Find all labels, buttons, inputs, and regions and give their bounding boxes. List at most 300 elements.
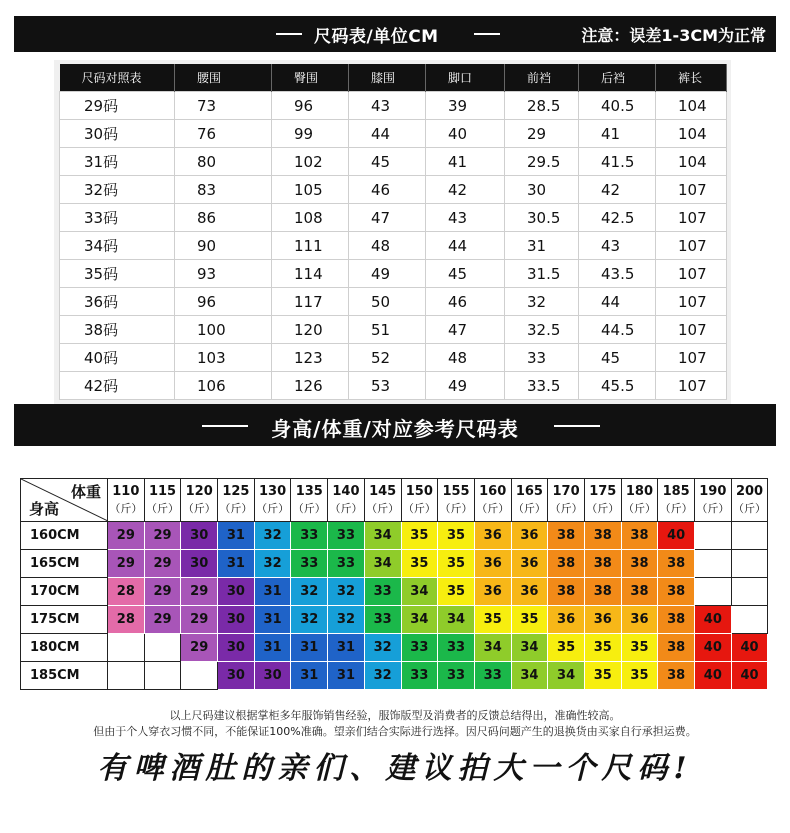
height-label-cell: 175CM: [21, 606, 108, 634]
size-value-cell: 108: [272, 204, 349, 232]
size-cell: 35: [438, 550, 475, 578]
size-label-cell: 40码: [60, 344, 175, 372]
size-table-row: [60, 204, 727, 232]
size-value-cell: 107: [656, 260, 727, 288]
size-value-cell: 53: [349, 372, 426, 400]
weight-header-cell: [144, 479, 181, 522]
weight-value: 160: [479, 484, 507, 499]
weight-value: 110: [112, 484, 140, 499]
weight-unit: （斤）: [659, 502, 693, 515]
height-weight-size-table: [20, 478, 768, 690]
banner-dash-right: [554, 425, 600, 427]
size-cell: 29: [181, 634, 218, 662]
size-cell: 31: [254, 634, 291, 662]
size-cell: 28: [108, 606, 145, 634]
size-cell: 32: [328, 606, 365, 634]
size-value-cell: 103: [175, 344, 272, 372]
size-value-cell: 104: [656, 120, 727, 148]
size-cell: 34: [511, 634, 548, 662]
size-value-cell: 42.5: [579, 204, 656, 232]
size-value-cell: 42: [579, 176, 656, 204]
size-value-cell: 107: [656, 344, 727, 372]
weight-value: 135: [295, 484, 323, 499]
corner-weight-label: 体重: [70, 483, 101, 501]
size-value-cell: 114: [272, 260, 349, 288]
size-value-cell: 93: [175, 260, 272, 288]
weight-unit: （斤）: [476, 502, 510, 515]
size-label-cell: 35码: [60, 260, 175, 288]
size-value-cell: 107: [656, 372, 727, 400]
reference-row: [21, 634, 768, 662]
empty-cell: [731, 578, 768, 606]
size-value-cell: 120: [272, 316, 349, 344]
weight-unit: （斤）: [439, 502, 473, 515]
corner-height-label: 身高: [29, 500, 60, 518]
size-cell: 34: [438, 606, 475, 634]
weight-header-cell: [328, 479, 365, 522]
height-label-cell: 160CM: [21, 522, 108, 550]
size-value-cell: 41.5: [579, 148, 656, 176]
weight-value: 165: [515, 484, 543, 499]
size-cell: 35: [401, 550, 438, 578]
size-cell: 33: [328, 550, 365, 578]
size-value-cell: 49: [426, 372, 505, 400]
weight-header-cell: [254, 479, 291, 522]
weight-unit: （斤）: [182, 502, 216, 515]
size-value-cell: 33.5: [505, 372, 579, 400]
size-cell: 31: [291, 662, 328, 690]
size-table-row: [60, 260, 727, 288]
size-cell: 34: [474, 634, 511, 662]
size-cell: 34: [548, 662, 585, 690]
weight-header-cell: [181, 479, 218, 522]
size-value-cell: 106: [175, 372, 272, 400]
size-cell: 38: [658, 606, 695, 634]
weight-header-cell: [364, 479, 401, 522]
size-value-cell: 49: [349, 260, 426, 288]
size-cell: 34: [511, 662, 548, 690]
size-value-cell: 104: [656, 92, 727, 120]
size-value-cell: 40.5: [579, 92, 656, 120]
size-cell: 36: [548, 606, 585, 634]
size-value-cell: 45: [349, 148, 426, 176]
size-value-cell: 52: [349, 344, 426, 372]
weight-value: 155: [442, 484, 470, 499]
size-value-cell: 73: [175, 92, 272, 120]
size-cell: 31: [291, 634, 328, 662]
size-cell: 33: [401, 662, 438, 690]
size-value-cell: 32.5: [505, 316, 579, 344]
size-value-cell: 43.5: [579, 260, 656, 288]
size-cell: 29: [144, 578, 181, 606]
size-value-cell: 30.5: [505, 204, 579, 232]
size-cell: 35: [438, 578, 475, 606]
weight-value: 140: [332, 484, 360, 499]
size-cell: 32: [291, 578, 328, 606]
size-cell: 33: [328, 522, 365, 550]
size-cell: 36: [511, 578, 548, 606]
weight-value: 150: [405, 484, 433, 499]
belly-advice-slogan: 有啤酒肚的亲们、建议拍大一个尺码!: [97, 751, 693, 786]
size-table-header: [60, 64, 727, 92]
size-cell: 38: [584, 522, 621, 550]
size-value-cell: 41: [579, 120, 656, 148]
empty-cell: [731, 550, 768, 578]
size-cell: 31: [218, 522, 255, 550]
weight-unit: （斤）: [549, 502, 583, 515]
size-cell: 33: [474, 662, 511, 690]
size-cell: 38: [658, 662, 695, 690]
size-cell: 31: [254, 606, 291, 634]
weight-unit: （斤）: [109, 502, 143, 515]
size-value-cell: 29: [505, 120, 579, 148]
size-value-cell: 104: [656, 148, 727, 176]
size-cell: 33: [438, 634, 475, 662]
weight-value: 200: [735, 484, 764, 499]
height-label-cell: 180CM: [21, 634, 108, 662]
size-value-cell: 126: [272, 372, 349, 400]
size-cell: 40: [695, 662, 732, 690]
size-cell: 30: [181, 550, 218, 578]
size-cell: 35: [621, 662, 658, 690]
size-label-cell: 33码: [60, 204, 175, 232]
size-value-cell: 45: [426, 260, 505, 288]
size-value-cell: 107: [656, 316, 727, 344]
size-value-cell: 46: [426, 288, 505, 316]
weight-header-cell: [108, 479, 145, 522]
size-value-cell: 44: [426, 232, 505, 260]
weight-header-cell: [218, 479, 255, 522]
size-table-row: [60, 120, 727, 148]
size-cell: 36: [621, 606, 658, 634]
weight-value: 120: [185, 484, 213, 499]
size-cell: 40: [695, 606, 732, 634]
size-cell: 38: [548, 550, 585, 578]
size-value-cell: 86: [175, 204, 272, 232]
weight-unit: （斤）: [733, 502, 767, 515]
empty-cell: [181, 662, 218, 690]
weight-header-cell: [621, 479, 658, 522]
size-cell: 29: [181, 578, 218, 606]
size-cell: 29: [144, 606, 181, 634]
size-table-row: [60, 148, 727, 176]
size-cell: 38: [658, 634, 695, 662]
size-cell: 38: [658, 578, 695, 606]
size-value-cell: 107: [656, 176, 727, 204]
height-label-cell: 165CM: [21, 550, 108, 578]
size-table-row: [60, 288, 727, 316]
size-cell: 32: [254, 550, 291, 578]
size-cell: 30: [181, 522, 218, 550]
weight-unit: （斤）: [622, 502, 656, 515]
size-cell: 33: [438, 662, 475, 690]
weight-unit: （斤）: [512, 502, 546, 515]
size-cell: 31: [218, 550, 255, 578]
footnote-line-1: 以上尺码建议根据掌柜多年服饰销售经验，服饰版型及消费者的反馈总结得出，准确性较高。: [169, 709, 621, 722]
size-cell: 32: [291, 606, 328, 634]
size-value-cell: 33: [505, 344, 579, 372]
weight-header-cell: [511, 479, 548, 522]
size-value-cell: 40: [426, 120, 505, 148]
size-label-cell: 38码: [60, 316, 175, 344]
empty-cell: [731, 606, 768, 634]
size-cell: 40: [731, 662, 768, 690]
size-value-cell: 43: [579, 232, 656, 260]
size-cell: 35: [511, 606, 548, 634]
size-cell: 38: [621, 578, 658, 606]
size-header-cell: 尺码对照表: [60, 64, 175, 92]
size-cell: 30: [218, 606, 255, 634]
weight-value: 145: [369, 484, 397, 499]
height-label-cell: 185CM: [21, 662, 108, 690]
size-cell: 31: [328, 634, 365, 662]
size-cell: 36: [474, 550, 511, 578]
size-cell: 36: [511, 522, 548, 550]
size-value-cell: 44.5: [579, 316, 656, 344]
corner-header-cell: [21, 479, 108, 522]
size-label-cell: 30码: [60, 120, 175, 148]
size-value-cell: 47: [426, 316, 505, 344]
reference-chart-title: 身高/体重/对应参考尺码表: [271, 417, 519, 441]
weight-value: 175: [589, 484, 617, 499]
size-cell: 40: [658, 522, 695, 550]
empty-cell: [731, 522, 768, 550]
weight-header-cell: [731, 479, 768, 522]
weight-value: 130: [259, 484, 287, 499]
size-value-cell: 50: [349, 288, 426, 316]
size-value-cell: 96: [272, 92, 349, 120]
size-value-cell: 102: [272, 148, 349, 176]
size-value-cell: 45: [579, 344, 656, 372]
size-value-cell: 100: [175, 316, 272, 344]
weight-unit: （斤）: [146, 502, 180, 515]
size-value-cell: 107: [656, 204, 727, 232]
weight-header-cell: [695, 479, 732, 522]
size-value-cell: 39: [426, 92, 505, 120]
weight-value: 185: [662, 484, 690, 499]
size-cell: 36: [511, 550, 548, 578]
size-cell: 30: [218, 578, 255, 606]
size-value-cell: 117: [272, 288, 349, 316]
size-cell: 33: [401, 634, 438, 662]
size-cell: 36: [474, 522, 511, 550]
size-cell: 35: [401, 522, 438, 550]
size-value-cell: 96: [175, 288, 272, 316]
size-value-cell: 123: [272, 344, 349, 372]
size-cell: 29: [144, 522, 181, 550]
size-cell: 34: [401, 606, 438, 634]
size-cell: 35: [584, 662, 621, 690]
size-cell: 30: [254, 662, 291, 690]
height-label-cell: 170CM: [21, 578, 108, 606]
size-label-cell: 29码: [60, 92, 175, 120]
size-cell: 34: [364, 522, 401, 550]
size-header-cell: 臀围: [272, 64, 349, 92]
size-value-cell: 51: [349, 316, 426, 344]
reference-chart-banner: [14, 404, 776, 446]
size-cell: 35: [548, 634, 585, 662]
size-cell: 35: [438, 522, 475, 550]
weight-header-cell: [401, 479, 438, 522]
weight-value: 170: [552, 484, 580, 499]
size-label-cell: 34码: [60, 232, 175, 260]
size-header-cell: 膝围: [349, 64, 426, 92]
empty-cell: [695, 550, 732, 578]
size-header-cell: 前裆: [505, 64, 579, 92]
size-value-cell: 45.5: [579, 372, 656, 400]
size-cell: 36: [584, 606, 621, 634]
size-table: [59, 64, 727, 400]
size-cell: 29: [108, 550, 145, 578]
banner-dash-left: [276, 33, 302, 35]
empty-cell: [695, 578, 732, 606]
reference-row: [21, 606, 768, 634]
size-cell: 38: [584, 550, 621, 578]
weight-unit: （斤）: [292, 502, 326, 515]
size-cell: 32: [364, 634, 401, 662]
size-value-cell: 76: [175, 120, 272, 148]
size-cell: 29: [181, 606, 218, 634]
size-value-cell: 80: [175, 148, 272, 176]
size-label-cell: 31码: [60, 148, 175, 176]
size-table-row: [60, 372, 727, 400]
size-value-cell: 43: [426, 204, 505, 232]
weight-unit: （斤）: [329, 502, 363, 515]
size-chart-title: 尺码表/单位CM: [314, 27, 439, 47]
size-cell: 30: [218, 634, 255, 662]
weight-header-cell: [291, 479, 328, 522]
size-value-cell: 111: [272, 232, 349, 260]
size-value-cell: 42: [426, 176, 505, 204]
reference-table-body: [21, 522, 768, 690]
size-table-row: [60, 316, 727, 344]
size-cell: 33: [364, 606, 401, 634]
weight-unit: （斤）: [696, 502, 730, 515]
size-cell: 40: [731, 634, 768, 662]
size-value-cell: 30: [505, 176, 579, 204]
size-table-row: [60, 92, 727, 120]
size-header-cell: 裤长: [656, 64, 727, 92]
size-chart-banner: [14, 16, 776, 52]
size-cell: 36: [474, 578, 511, 606]
size-cell: 30: [218, 662, 255, 690]
size-header-cell: 脚口: [426, 64, 505, 92]
size-cell: 35: [584, 634, 621, 662]
weight-unit: （斤）: [366, 502, 400, 515]
reference-row: [21, 578, 768, 606]
size-cell: 31: [254, 578, 291, 606]
empty-cell: [108, 662, 145, 690]
size-value-cell: 107: [656, 232, 727, 260]
size-value-cell: 44: [579, 288, 656, 316]
weight-value: 115: [148, 484, 177, 499]
size-value-cell: 90: [175, 232, 272, 260]
empty-cell: [144, 662, 181, 690]
size-cell: 33: [291, 522, 328, 550]
size-cell: 33: [291, 550, 328, 578]
size-cell: 40: [695, 634, 732, 662]
size-value-cell: 32: [505, 288, 579, 316]
size-value-cell: 43: [349, 92, 426, 120]
tolerance-note: 注意：误差1-3CM为正常: [581, 26, 766, 45]
weight-header-cell: [474, 479, 511, 522]
size-cell: 38: [621, 550, 658, 578]
size-table-row: [60, 232, 727, 260]
size-cell: 38: [584, 578, 621, 606]
empty-cell: [144, 634, 181, 662]
size-value-cell: 44: [349, 120, 426, 148]
size-label-cell: 32码: [60, 176, 175, 204]
weight-unit: （斤）: [402, 502, 436, 515]
size-cell: 34: [364, 550, 401, 578]
size-value-cell: 83: [175, 176, 272, 204]
size-cell: 35: [474, 606, 511, 634]
size-cell: 34: [401, 578, 438, 606]
size-value-cell: 107: [656, 288, 727, 316]
size-value-cell: 46: [349, 176, 426, 204]
reference-row: [21, 550, 768, 578]
empty-cell: [108, 634, 145, 662]
weight-header-cell: [658, 479, 695, 522]
size-cell: 28: [108, 578, 145, 606]
size-cell: 31: [328, 662, 365, 690]
empty-cell: [695, 522, 732, 550]
weight-value: 190: [699, 484, 727, 499]
weight-unit: （斤）: [219, 502, 253, 515]
size-value-cell: 105: [272, 176, 349, 204]
size-value-cell: 41: [426, 148, 505, 176]
size-cell: 32: [254, 522, 291, 550]
size-table-container: [54, 60, 731, 410]
size-header-cell: 腰围: [175, 64, 272, 92]
size-value-cell: 99: [272, 120, 349, 148]
size-value-cell: 31: [505, 232, 579, 260]
size-value-cell: 31.5: [505, 260, 579, 288]
size-cell: 38: [658, 550, 695, 578]
weight-header-row: [21, 479, 768, 522]
weight-header-cell: [548, 479, 585, 522]
size-cell: 29: [108, 522, 145, 550]
size-header-cell: 后裆: [579, 64, 656, 92]
footnote-line-2: 但由于个人穿衣习惯不同，不能保证100%准确。望亲们结合实际进行选择。因尺码问题产生的退换货由买家自行承担运费。: [93, 725, 697, 738]
reference-row: [21, 522, 768, 550]
size-table-body: [60, 92, 727, 400]
size-value-cell: 48: [349, 232, 426, 260]
size-cell: 38: [621, 522, 658, 550]
size-cell: 35: [621, 634, 658, 662]
size-value-cell: 47: [349, 204, 426, 232]
size-label-cell: 36码: [60, 288, 175, 316]
size-table-row: [60, 176, 727, 204]
size-cell: 33: [364, 578, 401, 606]
size-cell: 32: [328, 578, 365, 606]
size-value-cell: 28.5: [505, 92, 579, 120]
weight-value: 125: [222, 484, 250, 499]
size-cell: 29: [144, 550, 181, 578]
size-value-cell: 29.5: [505, 148, 579, 176]
weight-unit: （斤）: [256, 502, 290, 515]
banner-dash-right: [474, 33, 500, 35]
size-cell: 32: [364, 662, 401, 690]
size-table-row: [60, 344, 727, 372]
weight-header-cell: [438, 479, 475, 522]
weight-value: 180: [625, 484, 654, 499]
size-cell: 38: [548, 578, 585, 606]
reference-row: [21, 662, 768, 690]
size-cell: 38: [548, 522, 585, 550]
size-value-cell: 48: [426, 344, 505, 372]
size-label-cell: 42码: [60, 372, 175, 400]
